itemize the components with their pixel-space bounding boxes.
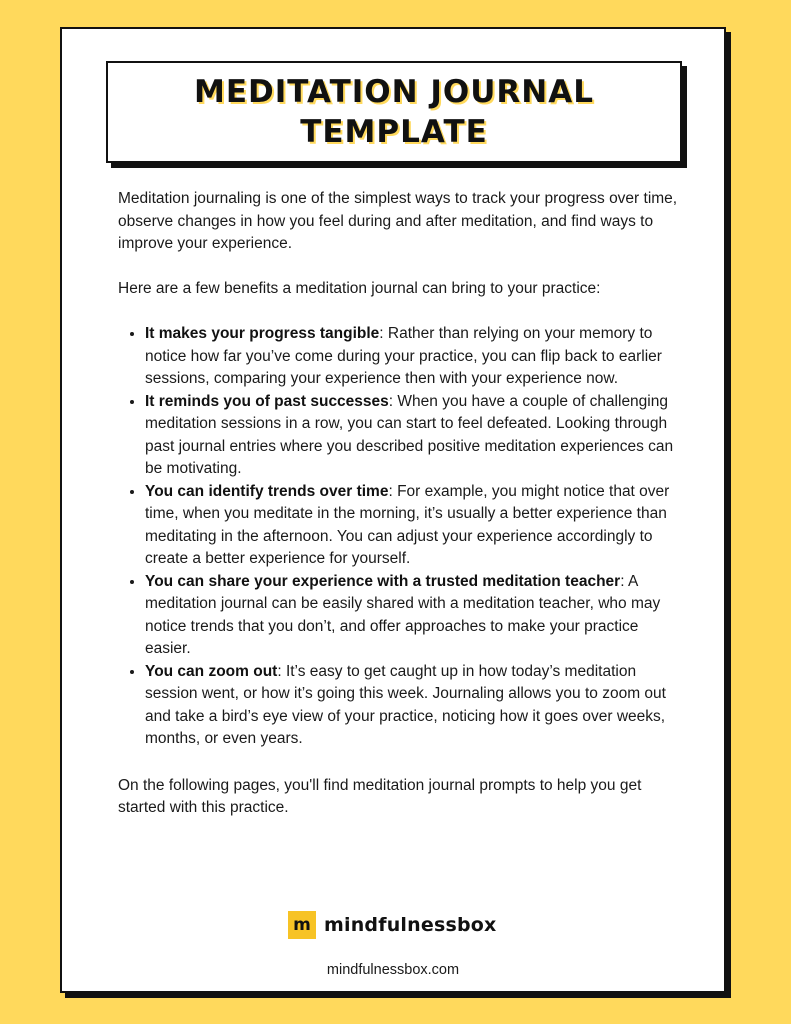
lead-paragraph: Here are a few benefits a meditation journal can bring to your practice: (118, 279, 601, 297)
document-page (60, 27, 726, 993)
list-item (145, 661, 678, 751)
benefit-heading: You can identify trends over time (145, 482, 389, 500)
brand-logo (288, 911, 496, 939)
list-item (145, 481, 678, 571)
benefit-text: : It’s easy to get caught up in how today’s meditation session went, or how it’s going this week. Journaling allows you to zoom out and take a bird’s eye view of your practice, noticing how it goes over weeks, months, or even years. (145, 662, 666, 747)
list-item (145, 391, 678, 481)
benefit-text: : A meditation journal can be easily shared with a meditation teacher, who may notice trends that you don’t, and offer approaches to make your practice easier. (145, 572, 661, 657)
list-item (145, 571, 678, 661)
benefit-text: : For example, you might notice that over time, when you meditate in the morning, it’s usually a better experience than meditating in the afternoon. You can adjust your experience accordingly to create a better experience for yourself. (145, 482, 670, 567)
logo-mark-icon: m (288, 911, 316, 939)
body-content (118, 188, 678, 820)
benefits-list (118, 323, 678, 751)
benefit-text: : Rather than relying on your memory to notice how far you’ve come during your practice, you can flip back to earlier sessions, comparing your experience then with your experience now. (145, 325, 662, 387)
closing-paragraph: On the following pages, you'll find meditation journal prompts to help you get started with this practice. (118, 776, 642, 816)
benefit-heading: It reminds you of past successes (145, 392, 389, 410)
intro-paragraph: Meditation journaling is one of the simplest ways to track your progress over time, observe changes in how you feel during and after meditation, and find ways to improve your experience. (118, 190, 678, 252)
benefit-heading: You can share your experience with a trusted meditation teacher (145, 572, 621, 590)
page-title-line-1: MEDITATION JOURNAL (193, 74, 594, 110)
benefit-heading: You can zoom out (145, 662, 278, 680)
footer-url: mindfulnessbox.com (326, 962, 460, 978)
benefit-heading: It makes your progress tangible (145, 325, 380, 342)
title-box (106, 61, 682, 163)
benefit-text: : When you have a couple of challenging meditation sessions in a row, you can start to feel defeated. Looking through past journal entries where you described positive meditation experiences can be motivating. (145, 392, 674, 477)
page-title-line-2: TEMPLATE (300, 114, 488, 150)
brand-name: mindfulnessbox (324, 914, 497, 936)
list-item (145, 323, 678, 391)
